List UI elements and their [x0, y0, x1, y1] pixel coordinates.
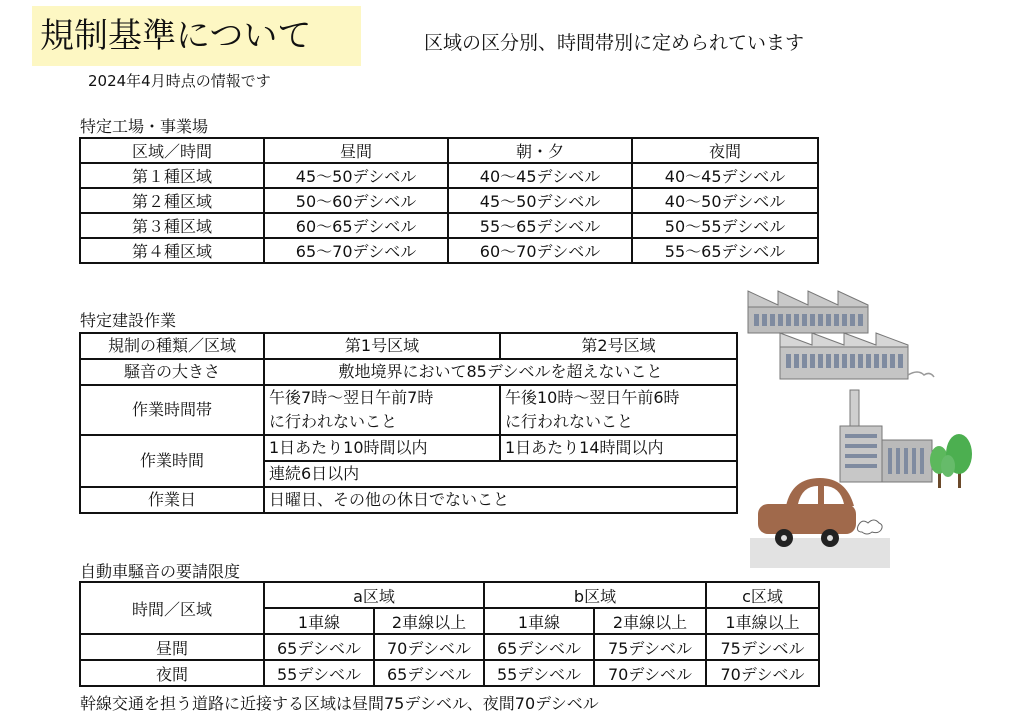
table-cell: 65デシベル — [484, 634, 594, 660]
table-cell: 40～45デシベル — [448, 163, 632, 188]
row-label: 作業時間帯 — [80, 385, 264, 435]
table-row — [80, 660, 819, 686]
table-cell: 1日あたり14時間以内 — [500, 435, 737, 461]
column-header: 第1号区域 — [264, 333, 500, 359]
table-cell: 65～70デシベル — [264, 238, 448, 263]
table-cell: 日曜日、その他の休日でないこと — [264, 487, 737, 513]
table-cell: 60～65デシベル — [264, 213, 448, 238]
table-row — [80, 238, 818, 263]
row-label: 第４種区域 — [80, 238, 264, 263]
column-header: a区域 — [264, 582, 484, 608]
table-row — [80, 163, 818, 188]
column-header: 昼間 — [264, 138, 448, 163]
table-cell: 70デシベル — [594, 660, 706, 686]
column-header: 朝・夕 — [448, 138, 632, 163]
construction-section-title: 特定建設作業 — [80, 311, 177, 330]
table-cell: 75デシベル — [594, 634, 706, 660]
row-label: 夜間 — [80, 660, 264, 686]
table-row — [80, 213, 818, 238]
row-label: 第２種区域 — [80, 188, 264, 213]
table-cell: 50～60デシベル — [264, 188, 448, 213]
corner-header: 時間／区域 — [80, 582, 264, 634]
column-header: 規制の種類／区域 — [80, 333, 264, 359]
column-header: c区域 — [706, 582, 819, 608]
plant-icon — [838, 388, 938, 484]
construction-table — [79, 332, 738, 514]
vehicle-section-title: 自動車騒音の要請限度 — [80, 562, 241, 581]
as-of-note: 2024年4月時点の情報です — [88, 72, 271, 90]
factory-section-title: 特定工場・事業場 — [80, 117, 209, 136]
row-label: 作業時間 — [80, 435, 264, 487]
table-cell: 連続6日以内 — [264, 461, 737, 487]
table-cell: 45～50デシベル — [448, 188, 632, 213]
table-cell: 午後10時～翌日午前6時 — [500, 385, 737, 410]
table-cell: 65デシベル — [264, 634, 374, 660]
table-header-row — [80, 333, 737, 359]
table-row — [80, 487, 737, 513]
table-cell: 午後7時～翌日午前7時 — [264, 385, 500, 410]
row-label: 騒音の大きさ — [80, 359, 264, 385]
column-header: 1車線 — [484, 608, 594, 634]
column-header: 2車線以上 — [374, 608, 484, 634]
table-cell: 75デシベル — [706, 634, 819, 660]
row-label: 第１種区域 — [80, 163, 264, 188]
row-label: 作業日 — [80, 487, 264, 513]
table-row — [80, 435, 737, 461]
tree-icon — [928, 432, 974, 490]
column-header: 2車線以上 — [594, 608, 706, 634]
table-cell: 45～50デシベル — [264, 163, 448, 188]
table-row — [80, 188, 818, 213]
table-cell: に行われないこと — [500, 410, 737, 435]
table-cell: 1日あたり10時間以内 — [264, 435, 500, 461]
table-header-row — [80, 138, 818, 163]
column-header: 夜間 — [632, 138, 818, 163]
page-title: 規制基準について — [40, 16, 312, 56]
table-header-row — [80, 582, 819, 608]
footnote: 幹線交通を担う道路に近接する区域は昼間75デシベル、夜間70デシベル — [80, 694, 599, 713]
column-header: 1車線 — [264, 608, 374, 634]
car-icon — [750, 476, 892, 570]
table-row — [80, 359, 737, 385]
table-cell: 40～50デシベル — [632, 188, 818, 213]
table-cell: 55デシベル — [264, 660, 374, 686]
table-row — [80, 385, 737, 410]
factory-table — [79, 137, 819, 264]
vehicle-table — [79, 581, 820, 687]
table-cell: 55～65デシベル — [632, 238, 818, 263]
page-subtitle: 区域の区分別、時間帯別に定められています — [424, 32, 805, 54]
row-label: 昼間 — [80, 634, 264, 660]
table-cell: 60～70デシベル — [448, 238, 632, 263]
column-header: b区域 — [484, 582, 706, 608]
column-header: 1車線以上 — [706, 608, 819, 634]
table-cell: 40～45デシベル — [632, 163, 818, 188]
table-row — [80, 634, 819, 660]
table-cell: 50～55デシベル — [632, 213, 818, 238]
row-label: 第３種区域 — [80, 213, 264, 238]
table-cell: に行われないこと — [264, 410, 500, 435]
table-cell: 65デシベル — [374, 660, 484, 686]
table-cell: 敷地境界において85デシベルを超えないこと — [264, 359, 737, 385]
table-cell: 55デシベル — [484, 660, 594, 686]
factory-icon — [746, 287, 936, 383]
table-cell: 55～65デシベル — [448, 213, 632, 238]
column-header: 第2号区域 — [500, 333, 737, 359]
table-cell: 70デシベル — [706, 660, 819, 686]
table-cell: 70デシベル — [374, 634, 484, 660]
column-header: 区域／時間 — [80, 138, 264, 163]
